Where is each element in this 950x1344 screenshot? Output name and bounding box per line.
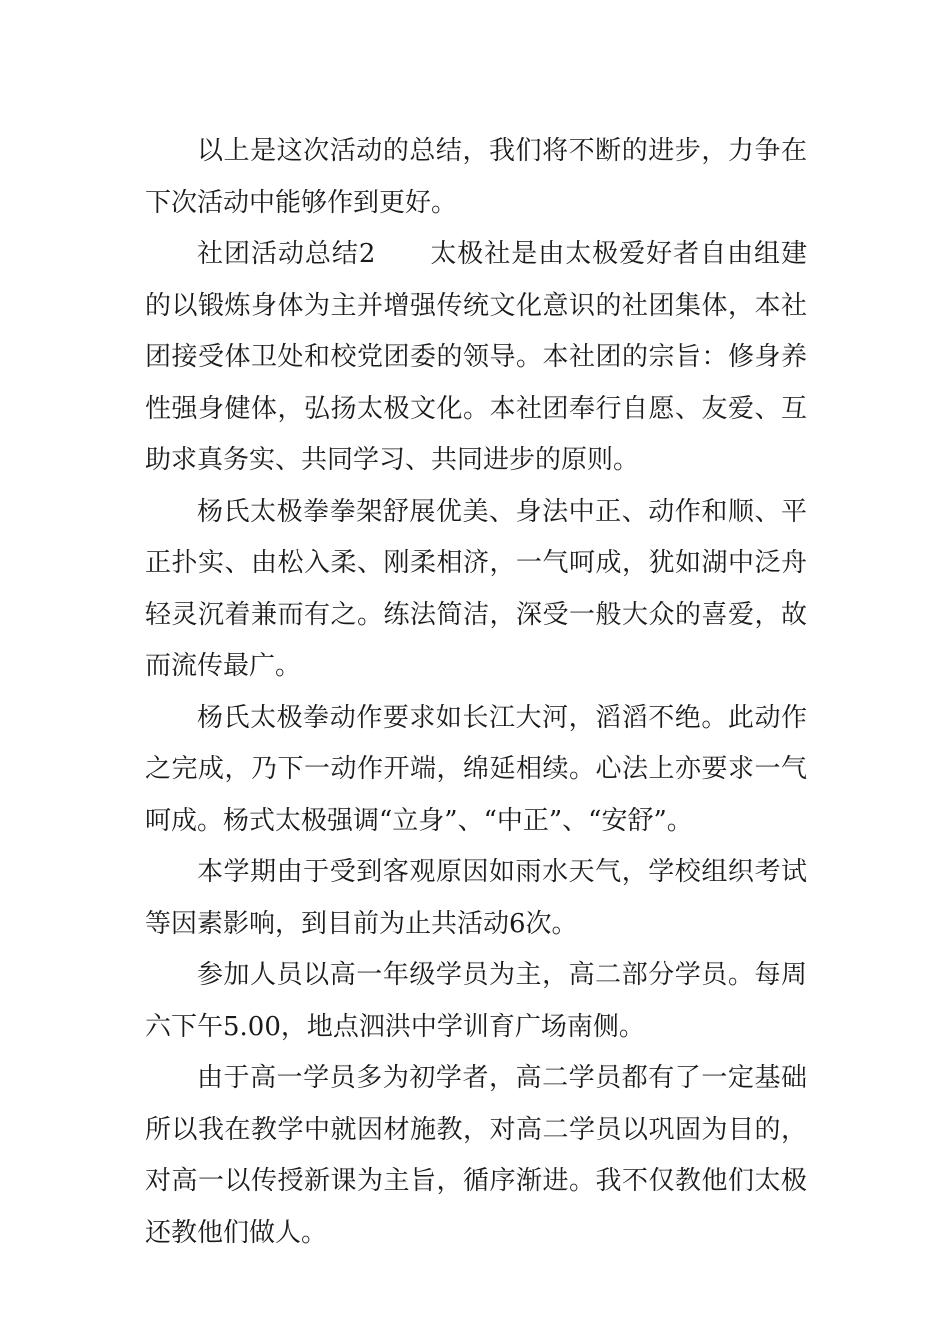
paragraph-semester-activities: 本学期由于受到客观原因如雨水天气，学校组织考试等因素影响，到目前为止共活动6次。 (145, 857, 807, 939)
paragraph-participants: 参加人员以高一年级学员为主，高二部分学员。每周六下午5.00，地点泗洪中学训育广场南侧。 (145, 960, 807, 1042)
paragraph-yang-style-features: 杨氏太极拳拳架舒展优美、身法中正、动作和顺、平正扑实、由松入柔、刚柔相济，一气呵成，犹如湖中泛舟轻灵沉着兼而有之。练法简洁，深受一般大众的喜爱，故而流传最广。 (145, 496, 807, 681)
paragraph-summary-closing: 以上是这次活动的总结，我们将不断的进步，力争在下次活动中能够作到更好。 (145, 136, 807, 218)
paragraph-club-intro: 社团活动总结2 太极社是由太极爱好者自由组建的以锻炼身体为主并增强传统文化意识的社团集体，本社团接受体卫处和校党团委的领导。本社团的宗旨：修身养性强身健体，弘扬太极文化。本社团奉行自愿、友爱、互助求真务实、共同学习、共同进步的原则。 (145, 239, 807, 475)
paragraph-teaching-approach: 由于高一学员多为初学者，高二学员都有了一定基础所以我在教学中就因材施教，对高二学员以巩固为目的，对高一以传授新课为主旨，循序渐进。我不仅教他们太极还教他们做人。 (145, 1063, 807, 1248)
document-body (145, 126, 807, 1259)
paragraph-yang-style-movement: 杨氏太极拳动作要求如长江大河，滔滔不绝。此动作之完成，乃下一动作开端，绵延相续。心法上亦要求一气呵成。杨式太极强调“立身”、“中正”、“安舒”。 (145, 702, 807, 836)
